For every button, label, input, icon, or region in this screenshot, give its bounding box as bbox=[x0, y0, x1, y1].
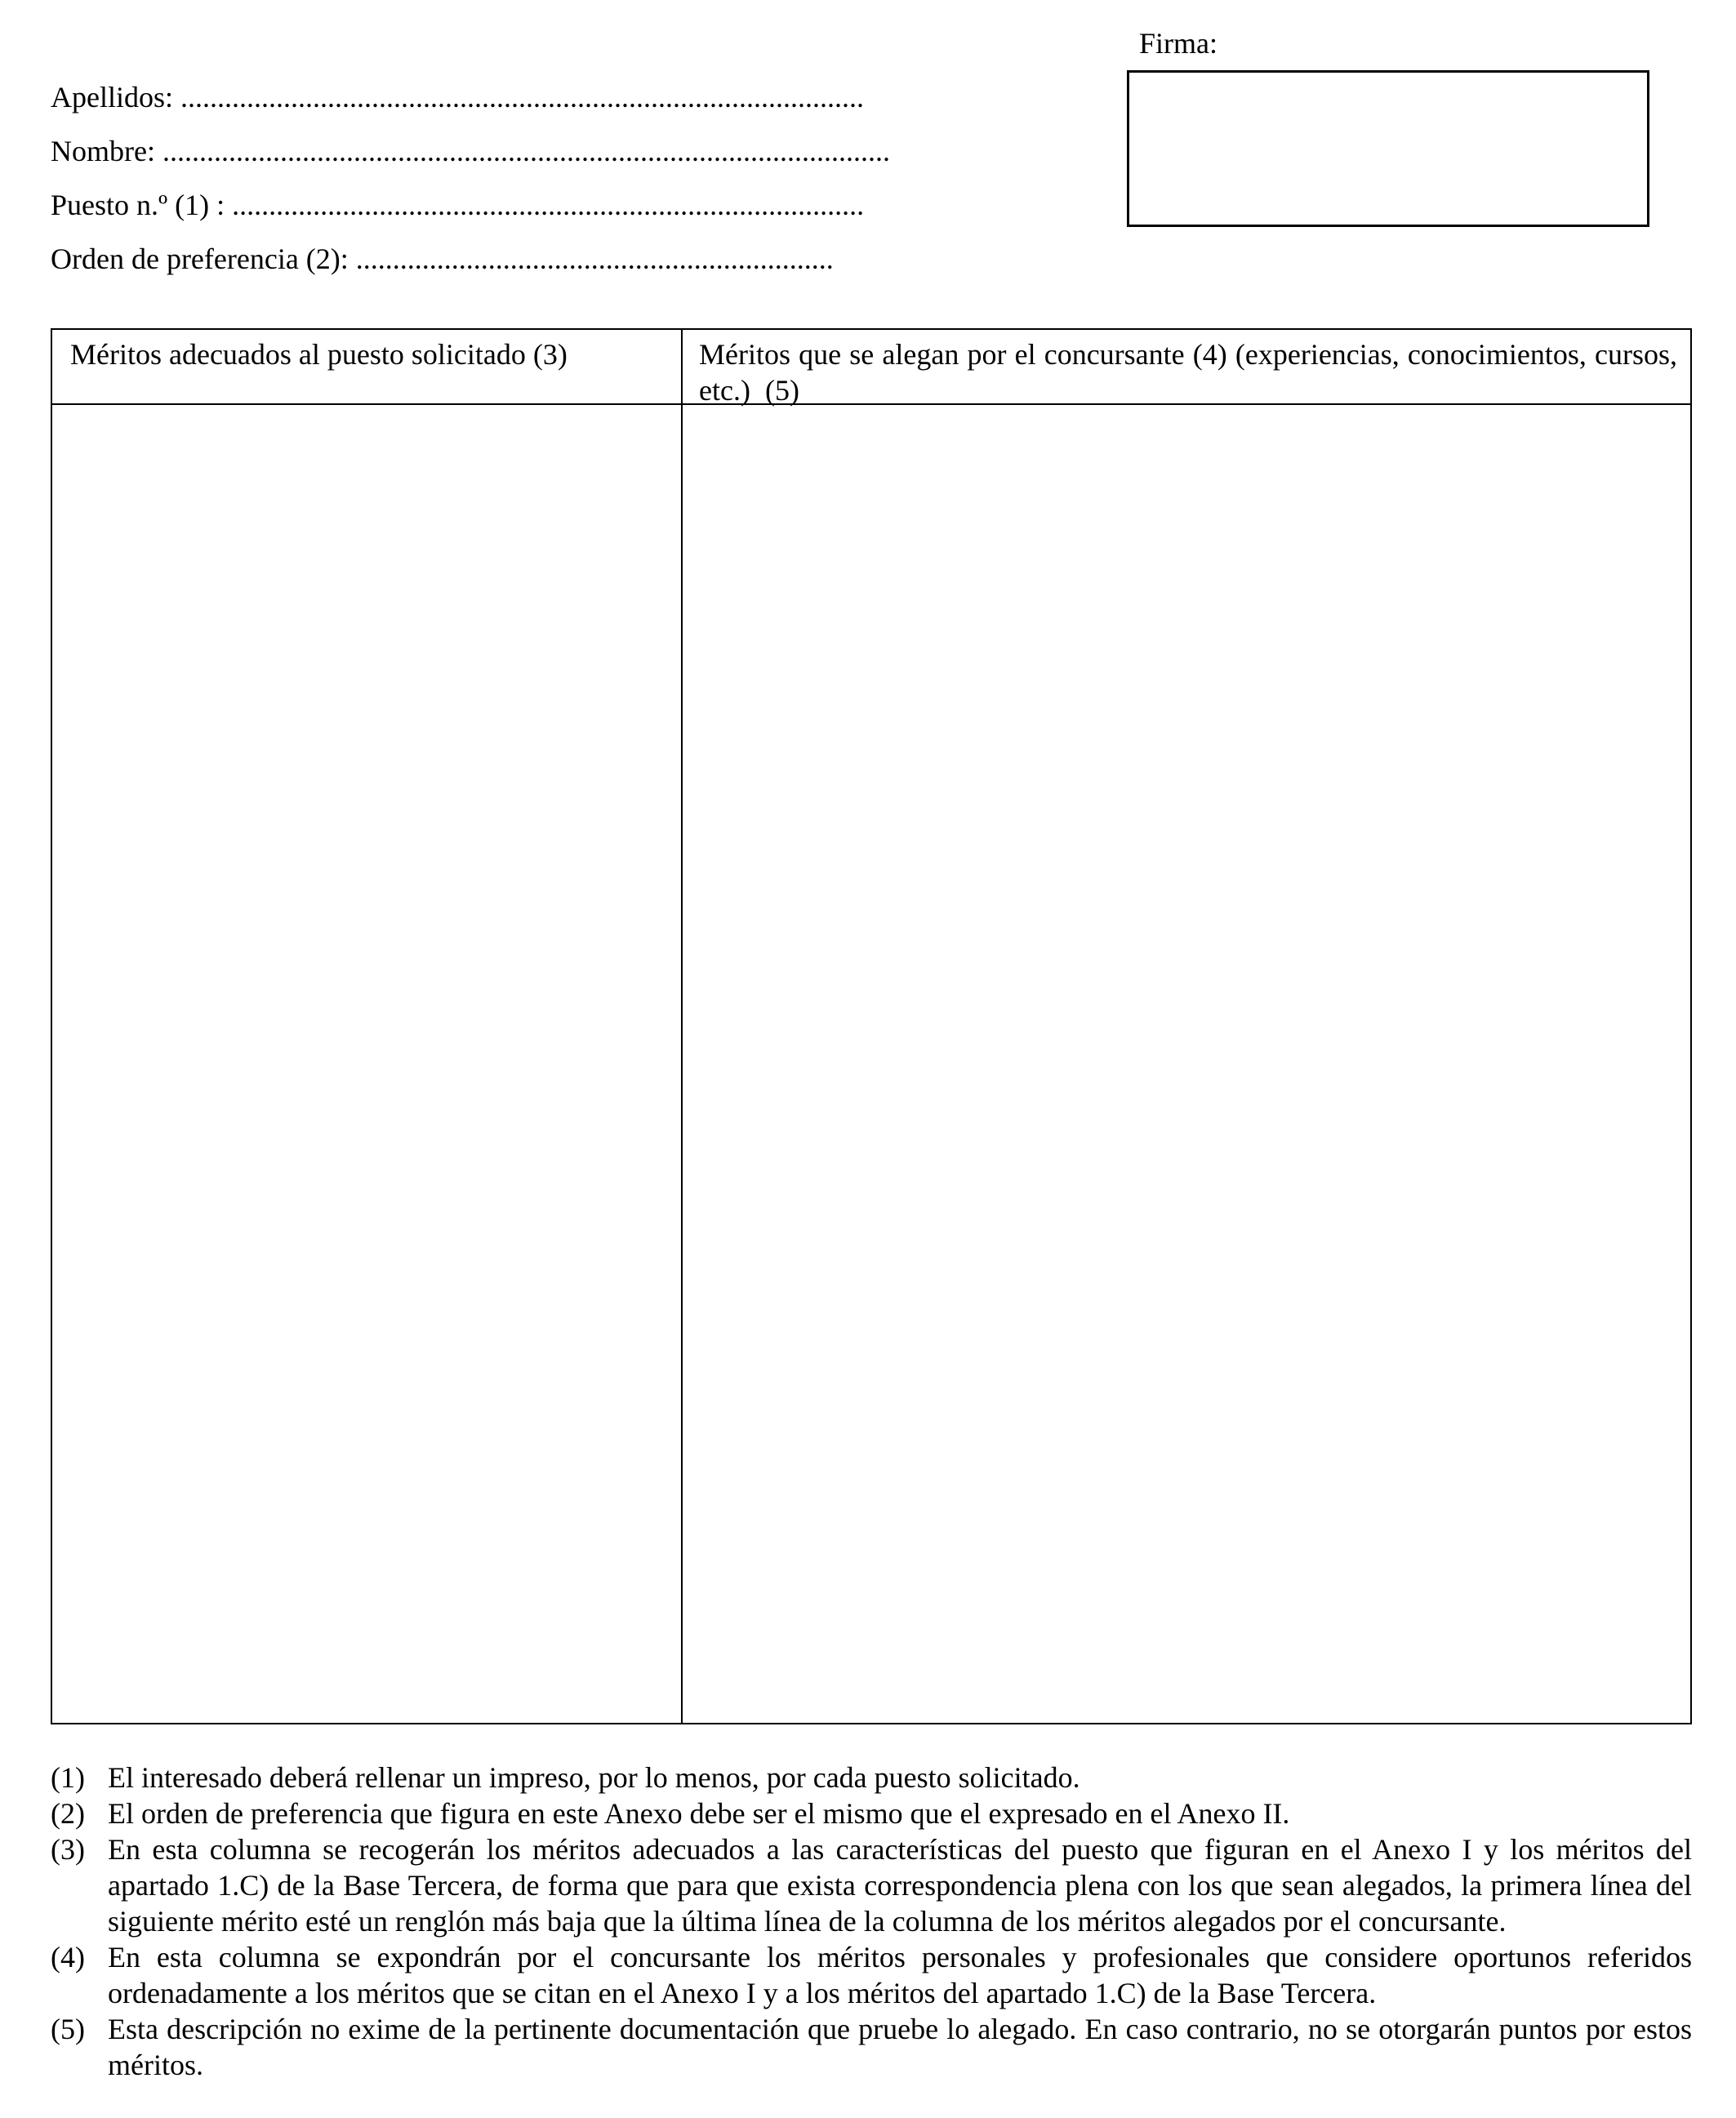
footnote bbox=[51, 1939, 1692, 2011]
footnote bbox=[51, 1760, 1692, 1795]
preference-order-field[interactable]: Orden de preferencia (2): ................................................................. bbox=[51, 243, 834, 275]
footnotes bbox=[51, 1760, 1692, 2083]
footnote-text: Esta descripción no exime de la pertinente documentación que pruebe lo alegado. En caso contrario, no se otorgarán puntos por estos méritos. bbox=[108, 2013, 1692, 2081]
footnote-text: El orden de preferencia que figura en este Anexo debe ser el mismo que el expresado en el Anexo II. bbox=[108, 1797, 1290, 1830]
footnote-number: (3) bbox=[51, 1833, 85, 1866]
name-field[interactable]: Nombre: ................................................................................................... bbox=[51, 135, 890, 167]
alleged-merits-cell[interactable] bbox=[683, 405, 1690, 1723]
footnote-text: En esta columna se recogerán los méritos adecuados a las características del puesto que figuran en el Anexo I y los méritos del apartado 1.C) de la Base Tercera, de forma que para que exista correspondencia plena con los que sean alegados, la primera línea del siguiente mérito esté un renglón más baja que la última línea de la columna de los méritos alegados por el concursante. bbox=[108, 1833, 1692, 1938]
column-header-alleged-merits bbox=[699, 336, 1677, 408]
footnote-text: En esta columna se expondrán por el concursante los méritos personales y profesionales que considere oportunos referidos ordenadamente a los méritos que se citan en el Anexo I y a los méritos del apartado 1.C) de la Base Tercera. bbox=[108, 1941, 1692, 2009]
footnote-number: (1) bbox=[51, 1761, 85, 1794]
signature-box[interactable] bbox=[1127, 70, 1649, 227]
merits-table bbox=[51, 328, 1692, 1724]
column-header-required-merits: Méritos adecuados al puesto solicitado (3) bbox=[70, 338, 568, 371]
column-header-note-ref: (5) bbox=[764, 374, 799, 407]
footnote-number: (4) bbox=[51, 1941, 85, 1973]
signature-label: Firma: bbox=[1139, 27, 1217, 60]
footnote bbox=[51, 1795, 1692, 1831]
footnote bbox=[51, 2011, 1692, 2083]
footnote-number: (5) bbox=[51, 2013, 85, 2045]
column-header-alleged-merits-text: Méritos que se alegan por el concursante (4) (experiencias, conocimientos, cursos, etc.) bbox=[699, 338, 1677, 407]
footnote-number: (2) bbox=[51, 1797, 85, 1830]
footnote-text: El interesado deberá rellenar un impreso, por lo menos, por cada puesto solicitado. bbox=[108, 1761, 1080, 1794]
surname-field[interactable]: Apellidos: ............................................................................................. bbox=[51, 81, 864, 113]
required-merits-cell[interactable] bbox=[52, 405, 681, 1723]
footnote bbox=[51, 1831, 1692, 1939]
position-number-field[interactable]: Puesto n.º (1) : ...................................................................................... bbox=[51, 189, 865, 221]
